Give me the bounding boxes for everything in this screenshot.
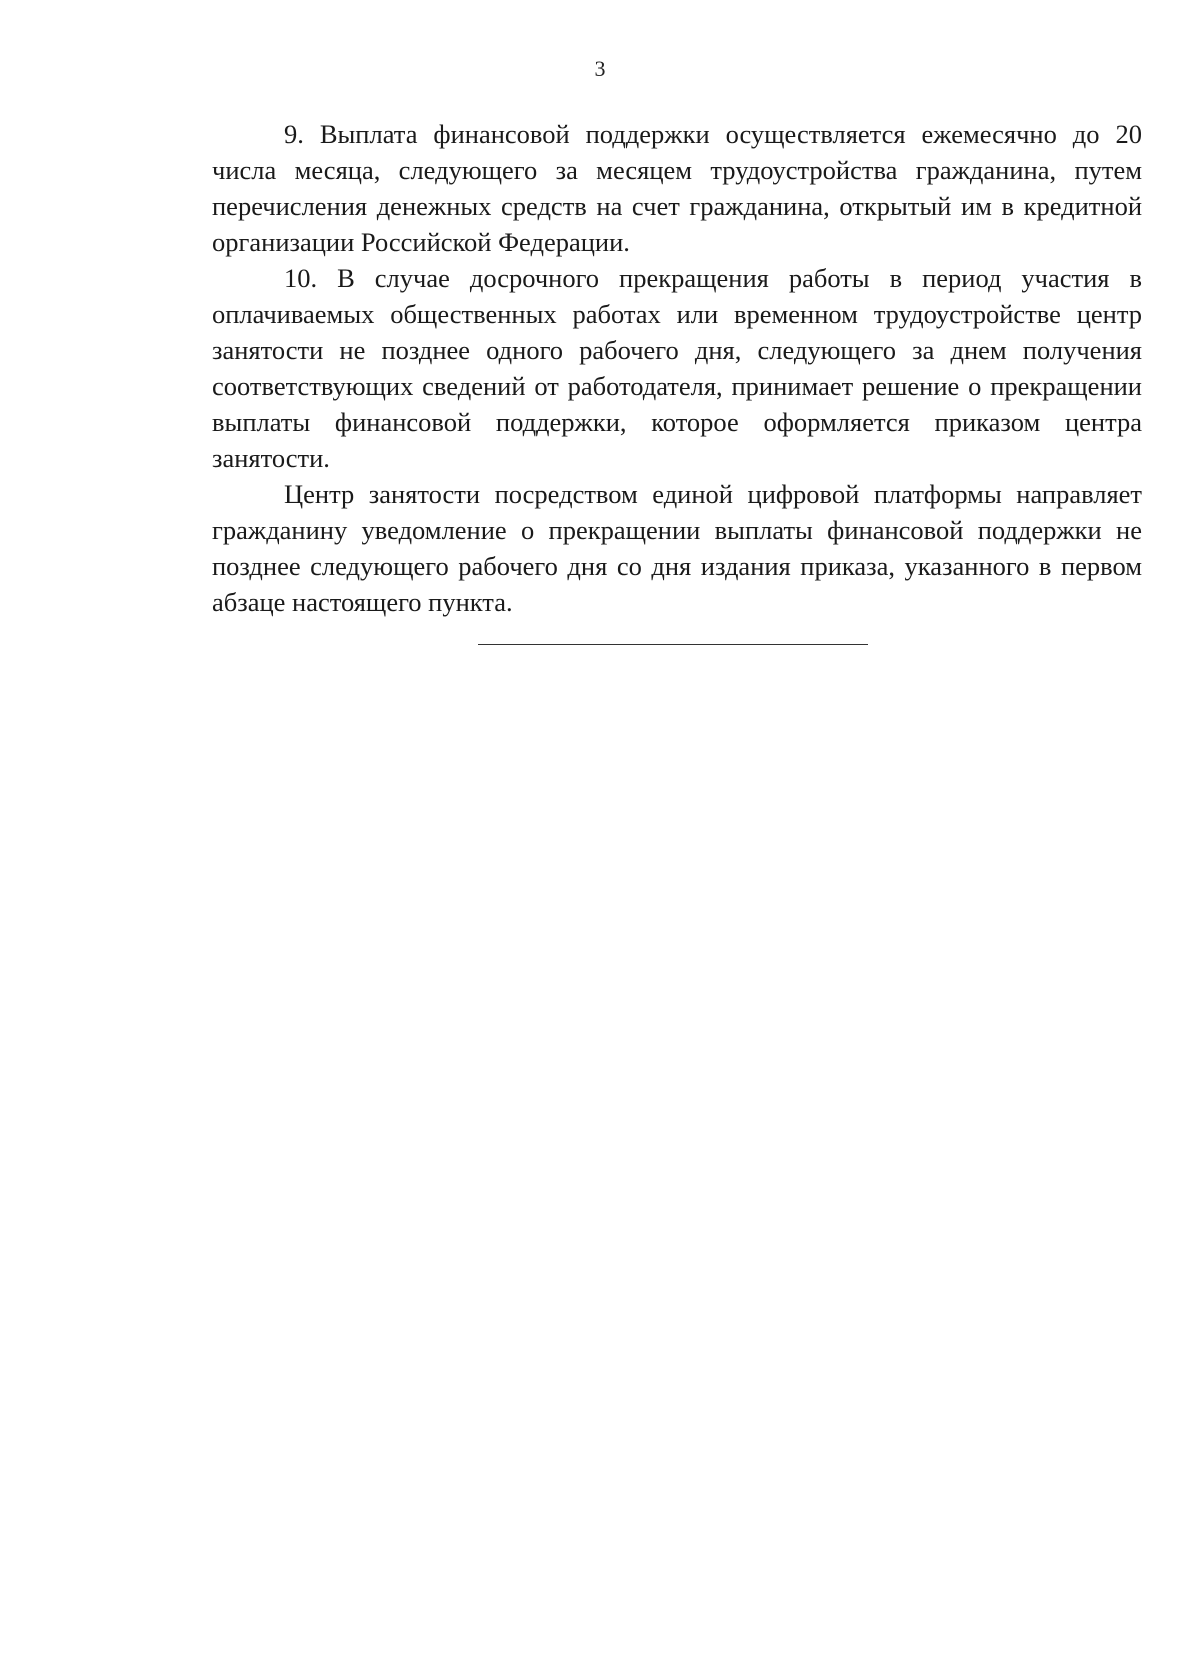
closing-rule xyxy=(478,644,868,645)
page-number: 3 xyxy=(594,56,606,81)
paragraph-10-continuation: Центр занятости посредством единой цифровой платформы направляет гражданину уведомление о прекращении выплаты финансовой поддержки не позднее следующего рабочего дня со дня издания приказа, указанного в первом абзаце настоящего пункта. xyxy=(212,479,1142,617)
document-body xyxy=(212,116,1142,620)
paragraph-9: 9. Выплата финансовой поддержки осуществляется ежемесячно до 20 числа месяца, следующего за месяцем трудоустройства гражданина, путем перечисления денежных средств на счет гражданина, открытый им в кредитной организации Российской Федерации. xyxy=(212,119,1142,257)
paragraph-10: 10. В случае досрочного прекращения работы в период участия в оплачиваемых общественных работах или временном трудоустройстве центр занятости не позднее одного рабочего дня, следующего за днем получения соответствующих сведений от работодателя, принимает решение о прекращении выплаты финансовой поддержки, которое оформляется приказом центра занятости. xyxy=(212,263,1142,473)
